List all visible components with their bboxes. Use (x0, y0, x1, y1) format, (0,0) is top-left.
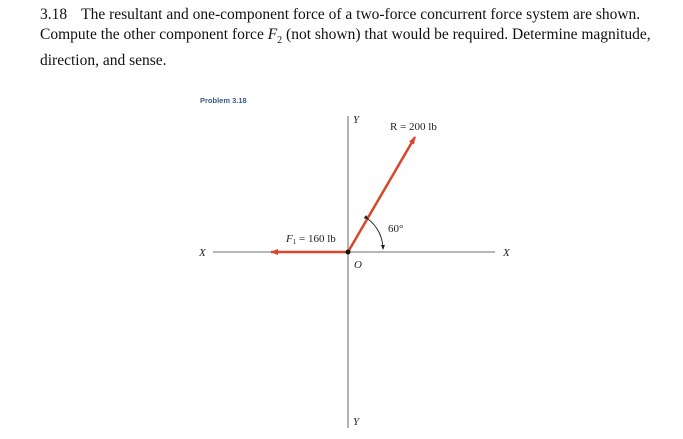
y-axis-bottom-label: Y (353, 416, 360, 428)
origin-label: O (354, 259, 362, 271)
angle-label: 60° (388, 223, 404, 235)
force-symbol: F (267, 26, 278, 43)
figure-caption: Problem 3.18 (200, 96, 247, 105)
resultant-arrow (348, 137, 415, 252)
y-axis-top-label: Y (353, 114, 360, 126)
force-subscript: 2 (277, 35, 283, 47)
resultant-label: R = 200 lb (390, 121, 437, 133)
problem-number: 3.18 (40, 6, 68, 23)
problem-text: The resultant and one-component force of a two-force concurrent force system are shown. Compute the other component force (40, 6, 641, 43)
x-axis-right-label: X (503, 247, 510, 259)
f1-label: F1 = 160 lb (286, 233, 336, 246)
angle-arc (368, 219, 383, 249)
problem-text-end: (not shown) that would be required. Determine magnitude, direction, and sense. (40, 26, 651, 70)
origin-point (346, 250, 351, 255)
x-axis-left-label: X (199, 247, 206, 259)
